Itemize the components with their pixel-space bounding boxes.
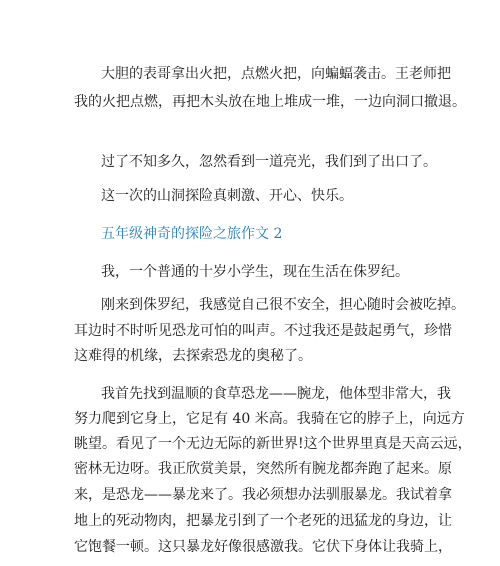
paragraph-line: 这一次的山洞探险真刺激、开心、快乐。 — [101, 188, 353, 204]
paragraph-line: 地上的死动物肉，把暴龙引到了一个老死的迅猛龙的身边，让 — [74, 513, 452, 529]
paragraph-line: 它饱餐一顿。这只暴龙好像很感激我。它伏下身体让我骑上， — [74, 539, 452, 555]
paragraph-line: 大胆的表哥拿出火把，点燃火把，向蝙蝠袭击。王老师把 — [101, 66, 451, 82]
paragraph-line: 努力爬到它身上，它足有 40 米高。我骑在它的脖子上，向远方 — [74, 411, 465, 427]
paragraph-line: 眺望。看见了一个无边无际的新世界!这个世界里真是天高云远， — [74, 436, 472, 452]
section-heading: 五年级神奇的探险之旅作文 2 — [101, 226, 283, 242]
paragraph-line: 这难得的机缘，去探索恐龙的奥秘了。 — [74, 348, 312, 364]
paragraph-line: 密林无边呀。我正欣赏美景，突然所有腕龙都奔跑了起来。原 — [74, 461, 452, 477]
paragraph-line: 刚来到侏罗纪，我感觉自己很不安全，担心随时会被吃掉。 — [101, 297, 465, 313]
paragraph-line: 过了不知多久，忽然看到一道亮光，我们到了出口了。 — [101, 154, 437, 170]
paragraph-line: 我首先找到温顺的食草恐龙——腕龙，他体型非常大，我 — [101, 386, 451, 402]
paragraph-line: 我的火把点燃，再把木头放在地上堆成一堆，一边向洞口撤退。 — [74, 94, 466, 110]
paragraph-line: 耳边时不时听见恐龙可怕的叫声。不过我还是鼓起勇气，珍惜 — [74, 323, 452, 339]
paragraph-line: 来，是恐龙——暴龙来了。我必须想办法驯服暴龙。我试着拿 — [74, 487, 452, 503]
paragraph-line: 我，一个普通的十岁小学生，现在生活在侏罗纪。 — [101, 264, 409, 280]
